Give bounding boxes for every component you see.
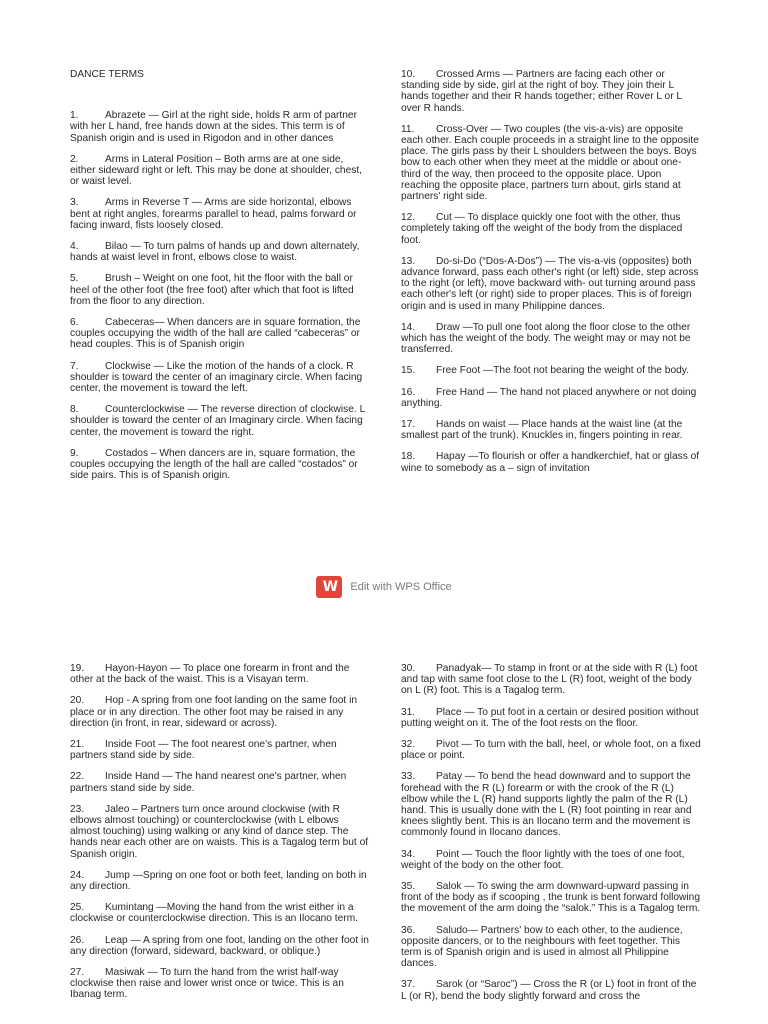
term-entry bbox=[401, 124, 701, 202]
term-entry bbox=[70, 448, 370, 482]
term-text: Jaleo – Partners turn once around clockwise (with R elbows almost touching) or counterclockwise (with L elbows almost touching) using walking or any kind of dance step. The hands near each other are on waists. This is a Tagalog term but of Spanish origin. bbox=[70, 803, 369, 860]
term-number: 22. bbox=[70, 771, 85, 783]
term-text: Bilao — To turn palms of hands up and down alternately, hands at waist level in front, elbows close to waist. bbox=[70, 241, 360, 264]
term-text: Arms in Reverse T — Arms are side horizontal, elbows bent at right angles, forearms parallel to head, palms forward or facing inward, fists loosely closed. bbox=[70, 197, 357, 231]
term-number: 23. bbox=[70, 803, 85, 815]
term-number: 3. bbox=[70, 197, 79, 209]
term-entry bbox=[70, 771, 370, 793]
term-entry bbox=[70, 695, 370, 729]
term-entry bbox=[70, 273, 370, 307]
left-column bbox=[70, 69, 370, 491]
term-text: Patay — To bend the head downward and to support the forehead with the R (L) forearm or with the crook of the R (L) elbow while the L (R) hand supports lightly the palm of the R (L) hand. This is usually done with the L (R) foot pointing in rear and knees slightly bent. This is an Ilocano term and the movement is commonly found in Ilocano dances. bbox=[401, 771, 692, 839]
term-number: 18. bbox=[401, 451, 416, 463]
term-entry bbox=[401, 69, 701, 114]
term-text: Point — Touch the floor lightly with the toes of one foot, weight of the body on the other foot. bbox=[401, 848, 685, 871]
document-page-2 bbox=[0, 640, 768, 1024]
term-text: Cut — To displace quickly one foot with the other, thus completely taking off the weight of the body from the displaced foot. bbox=[401, 212, 683, 246]
term-number: 8. bbox=[70, 404, 79, 416]
term-entry bbox=[401, 256, 701, 312]
term-text: Free Foot —The foot not bearing the weight of the body. bbox=[436, 365, 689, 377]
term-entry bbox=[70, 870, 370, 892]
term-number: 34. bbox=[401, 848, 416, 860]
term-number: 17. bbox=[401, 419, 416, 431]
term-text: Abrazete — Girl at the right side, holds R arm of partner with her L hand, free hands down at the sides. This term is of Spanish origin and is used in Rigodon and in other dances bbox=[70, 110, 357, 144]
term-text: Place — To put foot in a certain or desired position without putting weight on it. The of the foot rests on the floor. bbox=[401, 706, 699, 729]
term-text: Sarok (or “Saroc”) — Cross the R (or L) foot in front of the L (or R), bend the body slightly forward and cross the bbox=[401, 979, 697, 1002]
term-number: 12. bbox=[401, 212, 416, 224]
term-number: 14. bbox=[401, 321, 416, 333]
term-text: Brush – Weight on one foot, hit the floor with the ball or heel of the other foot (the free foot) after which that foot is lifted from the floor to any direction. bbox=[70, 273, 354, 307]
term-number: 24. bbox=[70, 869, 85, 881]
term-number: 21. bbox=[70, 739, 85, 751]
term-entry bbox=[70, 404, 370, 438]
term-text: Hayon-Hayon — To place one forearm in front and the other at the back of the waist. This is a Visayan term. bbox=[70, 663, 350, 686]
term-entry bbox=[401, 663, 701, 697]
right-column bbox=[401, 663, 701, 1012]
term-entry bbox=[70, 197, 370, 231]
term-text: Kumintang —Moving the hand from the wrist either in a clockwise or counterclockwise direction. This is an Ilocano term. bbox=[70, 902, 359, 925]
term-entry bbox=[401, 771, 701, 838]
term-number: 9. bbox=[70, 447, 79, 459]
term-entry bbox=[70, 804, 370, 860]
term-text: Cabeceras— When dancers are in square formation, the couples occupying the width of the hall are called “cabeceras” or head couples. This is of Spanish origin bbox=[70, 317, 361, 351]
term-entry bbox=[401, 419, 701, 441]
term-number: 37. bbox=[401, 979, 416, 991]
term-entry bbox=[401, 212, 701, 246]
term-entry bbox=[401, 849, 701, 871]
term-text: Salok — To swing the arm downward-upward passing in front of the body as if scooping , the trunk is bent forward following the movement of the arm doing the “salok.” This is a Tagalog term. bbox=[401, 881, 701, 915]
term-number: 31. bbox=[401, 706, 416, 718]
term-number: 1. bbox=[70, 110, 79, 122]
term-entry bbox=[401, 365, 701, 376]
term-number: 30. bbox=[401, 663, 416, 674]
term-number: 15. bbox=[401, 365, 416, 377]
term-entry bbox=[70, 154, 370, 188]
term-entry bbox=[70, 967, 370, 1001]
term-number: 13. bbox=[401, 255, 416, 267]
term-entry bbox=[70, 110, 370, 144]
term-number: 35. bbox=[401, 881, 416, 893]
term-text: Draw —To pull one foot along the floor close to the other which has the weight of the body. The weight may or may not be transferred. bbox=[401, 321, 691, 356]
right-column bbox=[401, 69, 701, 484]
term-number: 4. bbox=[70, 241, 79, 253]
term-number: 36. bbox=[401, 924, 416, 936]
term-entry bbox=[70, 739, 370, 761]
term-entry bbox=[401, 979, 701, 1001]
term-text: Crossed Arms — Partners are facing each other or standing side by side, girl at the right of boy. They join their L hands together and their R hands together; either Rover L or L over R hands. bbox=[401, 69, 682, 114]
term-text: Inside Hand — The hand nearest one's partner, when partners stand side by side. bbox=[70, 771, 347, 794]
term-text: Hapay —To flourish or offer a handkerchief, hat or glass of wine to somebody as a – sign of invitation bbox=[401, 451, 700, 474]
term-text: Clockwise — Like the motion of the hands of a clock. R shoulder is toward the center of an imaginary circle. When facing center, the movement is toward the left. bbox=[70, 360, 363, 395]
term-text: Cross-Over — Two couples (the vis-a-vis) are opposite each other. Each couple proceeds in a straight line to the opposite place. The girls pass by their L shoulders between the boys. Boys bow to each other when they meet at the middle or about one-third of the way, then proceed to the opposite place. Upon reaching the opposite place, partners turn about, girls stand at partners' right side. bbox=[401, 123, 699, 203]
term-number: 6. bbox=[70, 317, 79, 329]
document-title: DANCE TERMS bbox=[70, 69, 144, 80]
term-number: 19. bbox=[70, 663, 85, 674]
wps-watermark-text: Edit with WPS Office bbox=[350, 581, 452, 593]
term-text: Saludo— Partners' bow to each other, to the audience, opposite dancers, or to the neighbours with feet together. This term is of Spanish origin and is used in almost all Philippine dances. bbox=[401, 924, 683, 970]
term-number: 5. bbox=[70, 273, 79, 285]
term-number: 10. bbox=[401, 69, 416, 80]
term-entry bbox=[70, 361, 370, 395]
term-text: Leap — A spring from one foot, landing on the other foot in any direction (forward, sideward, backward, or oblique.) bbox=[70, 934, 369, 957]
term-number: 26. bbox=[70, 934, 85, 946]
term-number: 33. bbox=[401, 771, 416, 783]
term-entry bbox=[401, 925, 701, 970]
term-text: Arms in Lateral Position – Both arms are at one side, either sideward right or left. This may be done at shoulder, chest, or waist level. bbox=[70, 153, 363, 188]
term-text: Free Hand — The hand not placed anywhere or not doing anything. bbox=[401, 386, 697, 409]
term-number: 7. bbox=[70, 360, 79, 372]
term-entry bbox=[70, 241, 370, 263]
term-text: Counterclockwise — The reverse direction of clockwise. L shoulder is toward the center of an Imaginary circle. When facing center, the movement is toward the right. bbox=[70, 404, 365, 438]
term-number: 11. bbox=[401, 123, 415, 135]
term-text: Hop - A spring from one foot landing on the same foot in place or in any direction. The other foot may be raised in any direction (in front, in rear, sideward or across). bbox=[70, 695, 358, 729]
term-number: 2. bbox=[70, 153, 79, 165]
term-entry bbox=[401, 739, 701, 761]
term-entry bbox=[70, 935, 370, 957]
term-entry bbox=[401, 707, 701, 729]
term-entry bbox=[70, 317, 370, 351]
term-entry bbox=[401, 387, 701, 409]
term-entry bbox=[70, 663, 370, 685]
term-entry bbox=[401, 322, 701, 356]
term-text: Do-si-Do (“Dos-A-Dos”) — The vis-a-vis (opposites) both advance forward, pass each other's right (or left) side, step across to the right (or left), move backward with- out turning around pass each other's left (or right) side to proper places. This is of foreign origin and is used in many Philippine dances. bbox=[401, 255, 699, 312]
left-column bbox=[70, 663, 370, 1011]
term-number: 25. bbox=[70, 902, 85, 914]
wps-logo-icon: W bbox=[316, 576, 342, 598]
term-text: Costados – When dancers are in, square formation, the couples occupying the length of the hall are called “costados” or side pairs. This is of Spanish origin. bbox=[70, 447, 358, 482]
term-number: 32. bbox=[401, 739, 416, 751]
term-text: Jump —Spring on one foot or both feet, landing on both in any direction. bbox=[70, 869, 367, 893]
term-text: Hands on waist — Place hands at the waist line (at the smallest part of the trunk). Knuckles in, fingers pointing in rear. bbox=[401, 419, 683, 442]
term-number: 27. bbox=[70, 967, 85, 979]
term-entry bbox=[401, 881, 701, 915]
term-text: Pivot — To turn with the ball, heel, or whole foot, on a fixed place or point. bbox=[401, 739, 701, 762]
term-entry bbox=[401, 451, 701, 473]
term-number: 16. bbox=[401, 386, 416, 398]
term-text: Panadyak— To stamp in front or at the side with R (L) foot and tap with same foot close to the L (R) foot, weight of the body on L (R) foot. This is a Tagalog term. bbox=[401, 663, 698, 697]
term-text: Masiwak — To turn the hand from the wrist half-way clockwise then raise and lower wrist once or twice. This is an Ibanag term. bbox=[70, 967, 344, 1001]
term-text: Inside Foot — The foot nearest one's partner, when partners stand side by side. bbox=[70, 739, 337, 762]
wps-watermark[interactable] bbox=[0, 572, 768, 602]
term-number: 20. bbox=[70, 695, 85, 707]
term-entry bbox=[70, 902, 370, 924]
